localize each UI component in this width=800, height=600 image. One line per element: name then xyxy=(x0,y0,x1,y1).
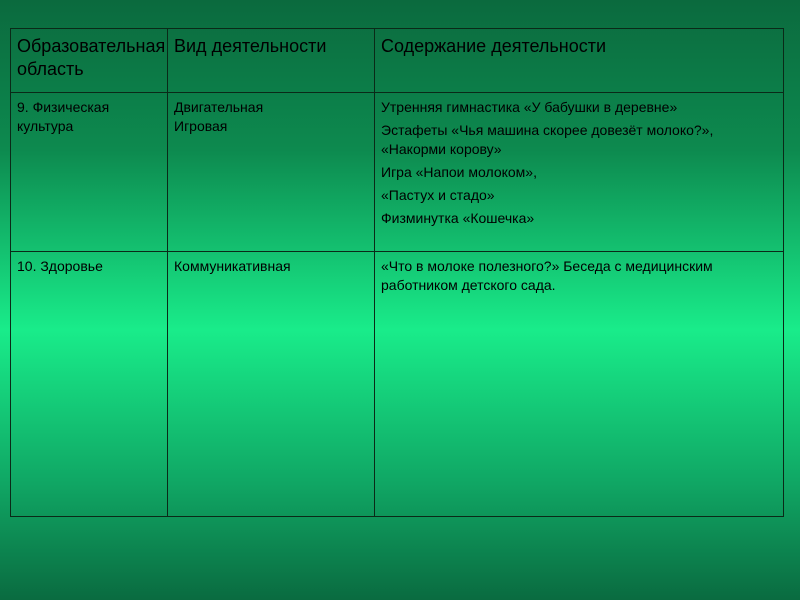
cell-activity-types xyxy=(168,252,375,517)
content-line: «Что в молоке полезного?» Беседа с медицинским работником детского сада. xyxy=(381,258,713,293)
cell-content xyxy=(375,252,784,517)
table-row xyxy=(11,93,784,252)
table-row xyxy=(11,252,784,517)
content-line: Эстафеты «Чья машина скорее довезёт молоко?», «Накорми корову» xyxy=(381,122,714,157)
header-activity-content: Содержание деятельности xyxy=(375,29,784,93)
activity-table xyxy=(10,28,784,517)
activity-type-item: Коммуникативная xyxy=(174,258,291,274)
header-educational-area: Образовательная область xyxy=(11,29,168,93)
activity-table-container xyxy=(10,28,783,517)
table-header-row xyxy=(11,29,784,93)
content-line: Утренняя гимнастика «У бабушки в деревне» xyxy=(381,99,678,115)
content-line: «Пастух и стадо» xyxy=(381,187,495,203)
activity-type-item: Двигательная xyxy=(174,99,264,115)
content-line: Физминутка «Кошечка» xyxy=(381,210,535,226)
cell-area: 10. Здоровье xyxy=(11,252,168,517)
header-activity-type: Вид деятельности xyxy=(168,29,375,93)
content-line: Игра «Напои молоком», xyxy=(381,164,537,180)
activity-type-item: Игровая xyxy=(174,118,228,134)
cell-activity-types xyxy=(168,93,375,252)
cell-content xyxy=(375,93,784,252)
cell-area: 9. Физическая культура xyxy=(11,93,168,252)
